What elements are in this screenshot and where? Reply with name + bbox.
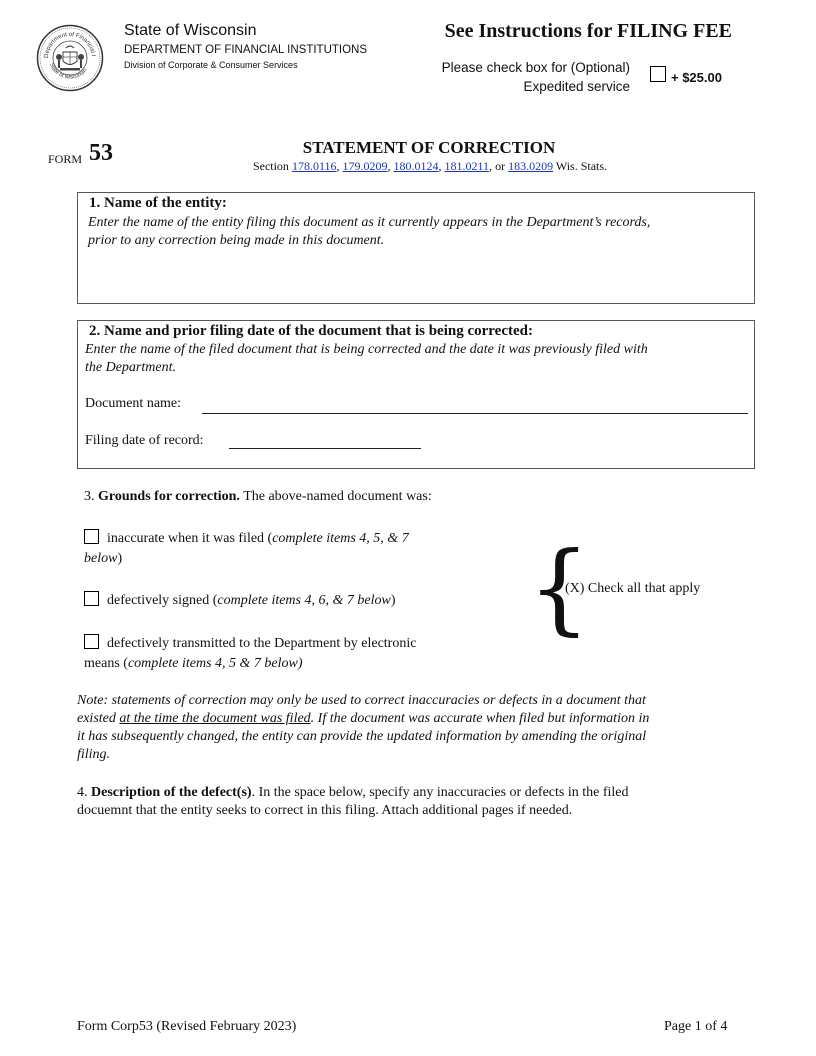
form-label: FORM — [48, 152, 83, 166]
option-inaccurate-text: inaccurate when it was filed ( — [107, 531, 273, 546]
option-defectively-signed — [84, 591, 396, 609]
entity-name-field[interactable] — [86, 253, 746, 299]
expedited-line-1: Please check box for (Optional) — [441, 60, 630, 75]
note-line2-post: . If the document was accurate when filed but information in — [310, 711, 650, 726]
item4-number: 4 — [77, 785, 84, 800]
note-line1-text: statements of correction may only be used to correct inaccuracies or defects in a document that — [108, 693, 646, 708]
item1-instructions-line2: prior to any correction being made in this document. — [88, 233, 385, 248]
separator: , — [387, 159, 394, 173]
entity-name-box — [77, 192, 755, 304]
brace-symbol: { — [528, 532, 591, 646]
check-all-note: (X) Check all that apply — [565, 581, 701, 596]
document-info-box — [77, 320, 755, 469]
state-seal-logo — [36, 24, 104, 92]
expedited-service-checkbox[interactable] — [650, 66, 666, 82]
item1-heading: 1. Name of the entity: — [89, 195, 227, 211]
note-line-1 — [77, 692, 747, 710]
seal-text-bottom: State of Wisconsin — [48, 62, 89, 81]
statute-link-178[interactable]: 178.0116 — [291, 159, 337, 173]
item3-intro: The above-named document was: — [243, 489, 432, 504]
document-name-field[interactable] — [202, 413, 748, 414]
separator: , or — [489, 159, 509, 173]
statute-reference — [150, 159, 710, 174]
item4-paragraph — [77, 784, 757, 820]
note-line2-pre: existed — [77, 711, 120, 726]
document-name-label: Document name: — [85, 396, 182, 411]
option-inaccurate-close: ) — [117, 551, 123, 566]
section-prefix: Section — [252, 159, 292, 173]
option-inaccurate-italic: complete items 4, 5, & 7 — [272, 531, 409, 546]
note-line-3: it has subsequently changed, the entity can provide the updated information by amending the original — [77, 729, 647, 744]
inaccurate-checkbox[interactable] — [84, 529, 99, 544]
form-number: 53 — [89, 140, 113, 166]
item4-line-2: docuemnt that the entity seeks to correct in this filing. Attach additional pages if needed. — [77, 803, 573, 818]
statute-link-179[interactable]: 179.0209 — [342, 159, 388, 173]
expedited-fee-amount: + $25.00 — [671, 70, 722, 85]
option-signed-text: defectively signed ( — [107, 593, 218, 608]
item3-heading: Grounds for correction. — [98, 489, 240, 504]
option-inaccurate — [84, 529, 484, 569]
statute-link-180[interactable]: 180.0124 — [393, 159, 439, 173]
svg-text:State of Wisconsin — [48, 62, 88, 80]
note-line-2 — [77, 710, 747, 728]
form-title: STATEMENT OF CORRECTION — [302, 138, 556, 157]
option-signed-close: ) — [390, 593, 396, 608]
option-transmitted-text: defectively transmitted to the Department by electronic — [107, 636, 417, 651]
division-name: Division of Corporate & Consumer Services — [124, 60, 298, 70]
item4-line-1: 4. Description of the defect(s). In the space below, specify any inaccuracies or defects in the filed — [77, 785, 629, 800]
option-inaccurate-line2: below — [84, 551, 118, 566]
statute-link-181[interactable]: 181.0211 — [444, 159, 490, 173]
form-revision: Form Corp53 (Revised February 2023) — [77, 1019, 297, 1034]
defect-description-field[interactable] — [77, 830, 755, 1000]
item4-heading: Description of the defect(s) — [91, 785, 252, 800]
department-name: DEPARTMENT OF FINANCIAL INSTITUTIONS — [124, 44, 368, 56]
separator: , — [438, 159, 445, 173]
expedited-line-2: Expedited service — [523, 79, 630, 94]
section-suffix: Wis. Stats. — [553, 159, 608, 173]
item2-heading: 2. Name and prior filing date of the document that is being corrected: — [89, 323, 533, 339]
filing-date-label: Filing date of record: — [85, 433, 204, 448]
note-line-4: filing. — [77, 747, 111, 762]
separator: , — [336, 159, 343, 173]
item4-line1-text: . In the space below, specify any inaccuracies or defects in the filed — [251, 785, 629, 800]
item3-heading-line: 3. Grounds for correction. The above-named document was: — [84, 489, 432, 504]
state-name: State of Wisconsin — [124, 22, 257, 39]
item3-number: 3 — [84, 489, 91, 504]
page-number: Page 1 of 4 — [664, 1019, 728, 1034]
note-label: Note: — [77, 693, 109, 708]
item2-instructions-line1: Enter the name of the filed document that is being corrected and the date it was previously filed with — [85, 342, 648, 357]
option-defectively-transmitted — [84, 634, 504, 674]
option-transmitted-italic: complete items 4, 5 & 7 below) — [127, 656, 303, 671]
option-transmitted-line2: means ( — [84, 656, 128, 671]
option-signed-italic: complete items 4, 6, & 7 below — [217, 593, 391, 608]
seal-text-top: Department of Financial I — [43, 31, 96, 59]
item1-instructions-line1: Enter the name of the entity filing this document as it currently appears in the Department’s records, — [88, 215, 651, 230]
expedited-service-label — [442, 58, 630, 96]
note-line2-underline: at the time the document was filed — [119, 711, 311, 726]
statute-link-183[interactable]: 183.0209 — [508, 159, 554, 173]
defectively-transmitted-checkbox[interactable] — [84, 634, 99, 649]
filing-fee-heading: See Instructions for FILING FEE — [444, 20, 732, 42]
item2-instructions-line2: the Department. — [85, 360, 176, 375]
filing-date-field[interactable] — [229, 448, 421, 449]
correction-note — [77, 692, 747, 764]
defectively-signed-checkbox[interactable] — [84, 591, 99, 606]
